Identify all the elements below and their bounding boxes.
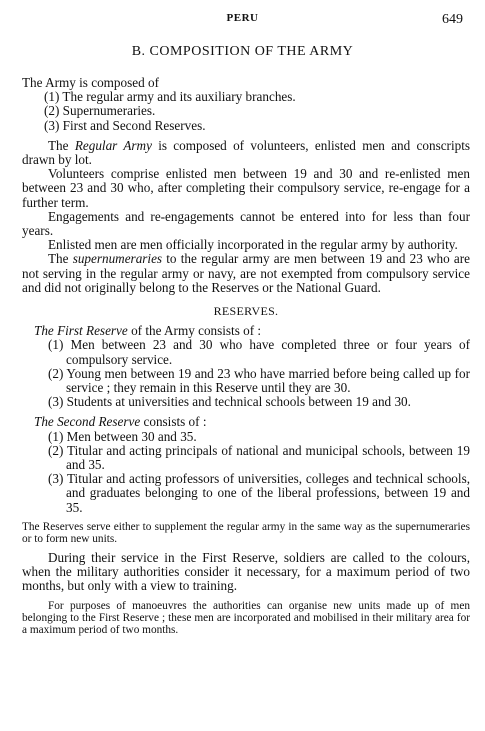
section-title: B. COMPOSITION OF THE ARMY: [131, 44, 354, 59]
service-paragraph: During their service in the First Reserve, soldiers are called to the colours, when the military authorities consider it necessary, for a maximum period of two months, but only with a view to training.: [22, 549, 470, 594]
second-reserve-term: The Second Reserve: [34, 414, 141, 430]
running-head: PERU: [226, 12, 259, 24]
enlisted-paragraph: Enlisted men are men officially incorporated in the regular army by authority.: [48, 237, 458, 253]
engagements-paragraph: Engagements and re-engagements cannot be entered into for less than four years.: [22, 208, 470, 239]
second-reserve-item: (3) Titular and acting professors of universities, colleges and technical schools, and graduates belonging to one of the liberal professions, between 19 and 35.: [48, 471, 470, 515]
first-reserve-item: (3) Students at universities and technical schools between 19 and 30.: [48, 394, 411, 410]
intro-item: (1) The regular army and its auxiliary branches.: [44, 89, 296, 105]
first-reserve-term: The First Reserve: [34, 323, 128, 339]
second-reserve-item: (2) Titular and acting principals of national and municipal schools, between 19 and 35.: [48, 442, 470, 473]
supernumeraries-term: supernumeraries: [72, 251, 163, 267]
intro-item: (3) First and Second Reserves.: [44, 117, 206, 133]
supernumeraries-paragraph: The supernumeraries to the regular army are men between 19 and 23 who are not serving in the regular army or navy, are not exempted from compulsory service and did not originally belong to the Reserves or the National Guard.: [22, 251, 470, 295]
page-number: 649: [442, 12, 463, 27]
regular-army-term: Regular Army: [74, 137, 152, 153]
page-header: [0, 12, 485, 28]
document-body: [22, 76, 470, 636]
volunteers-paragraph: Volunteers comprise enlisted men between 19 and 30 and re-enlisted men between 23 and 30 who, after completing their compulsory service, re-engage for a further term.: [22, 166, 470, 210]
intro-item: (2) Supernumeraries.: [44, 103, 156, 119]
intro-lead: The Army is composed of: [22, 75, 159, 90]
reserves-heading: RESERVES.: [213, 304, 279, 319]
first-reserve-item: (2) Young men between 19 and 23 who have married before being called up for service ; they remain in this Reserve until they are 30.: [48, 365, 470, 396]
first-reserve-item: (1) Men between 23 and 30 who have completed three or four years of compulsory service.: [48, 337, 470, 367]
second-reserve-heading: The Second Reserve consists of :: [34, 414, 207, 430]
second-reserve-item: (1) Men between 30 and 35.: [48, 428, 197, 444]
reserves-note: The Reserves serve either to supplement the regular army in the same way as the supernumeraries or to form new units.: [22, 520, 470, 545]
first-reserve-heading: The First Reserve of the Army consists of :: [34, 323, 262, 339]
regular-army-paragraph: The Regular Army is composed of volunteers, enlisted men and conscripts drawn by lot.: [22, 137, 471, 168]
manoeuvres-note: For purposes of manoeuvres the authorities can organise new units made up of men belonging to the First Reserve ; these men are incorporated and mobilised in their military area for a maximum period of two months.: [22, 599, 470, 636]
